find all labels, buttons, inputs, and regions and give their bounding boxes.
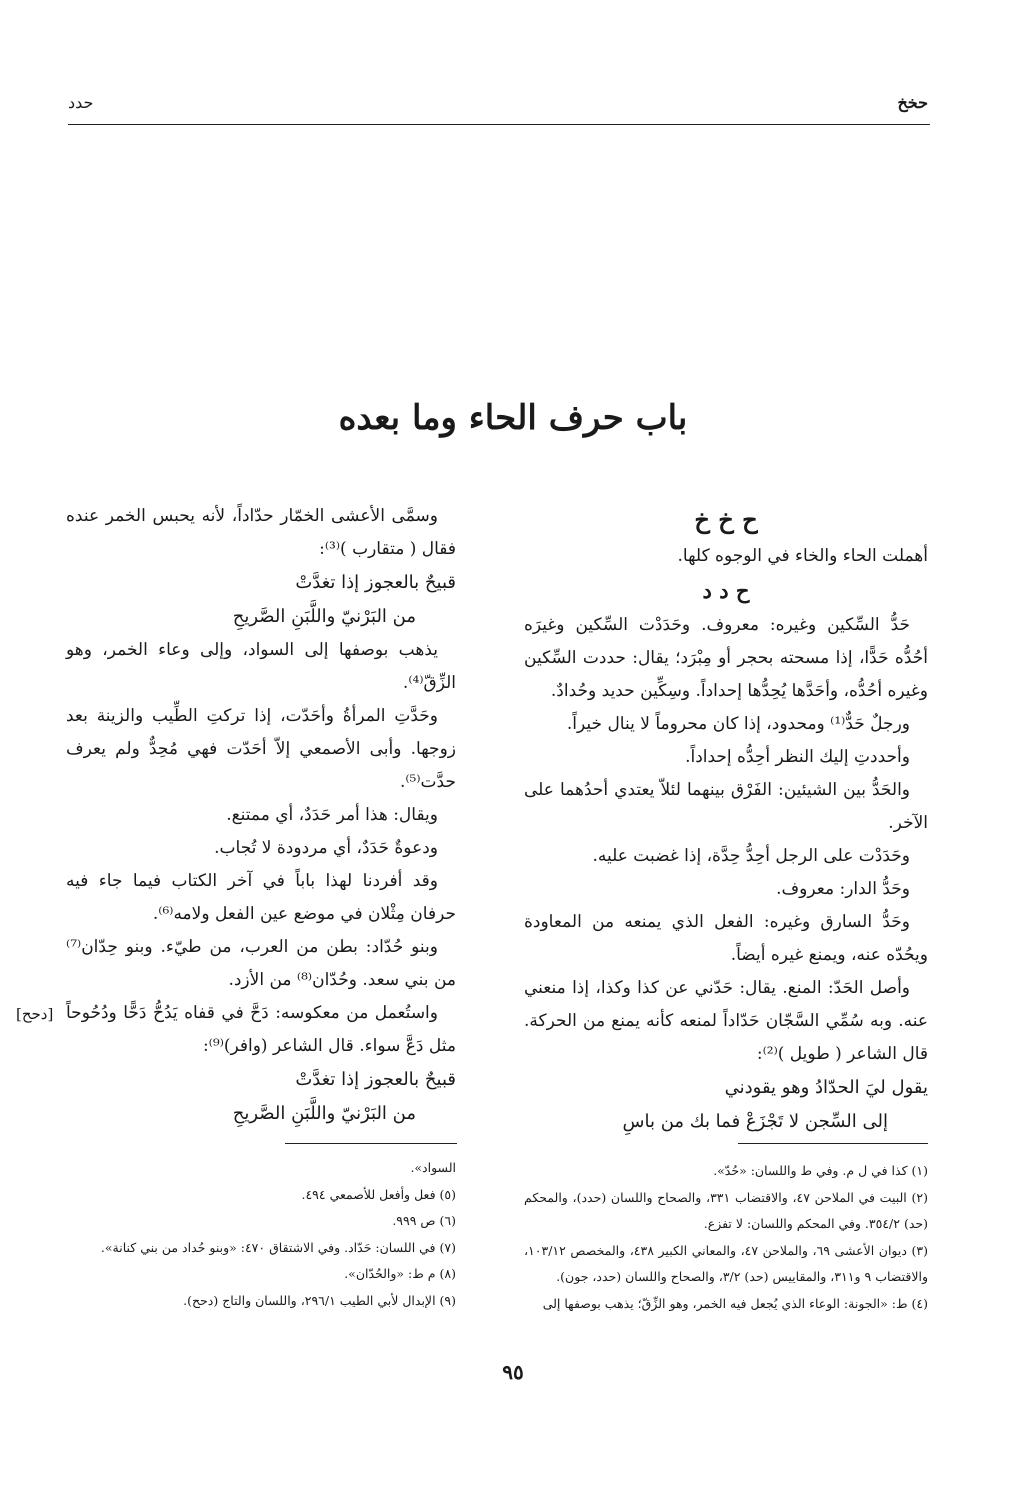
right-column (524, 500, 928, 1139)
footnotes-right (524, 1158, 928, 1317)
paragraph: وحَدُّ الدار: معروف. (776, 879, 910, 899)
paragraph: وسمَّى الأعشى الخمّار حدّاداً، لأنه يحبس الخمر عنده فقال ( متقارب )⁽³⁾: (66, 506, 456, 559)
paragraph: وحَدَدْت على الرجل أحِدُّ حِدَّة، إذا غضبت عليه. (592, 846, 910, 866)
paragraph: وأحددتِ إليك النظر أحِدُّه إحداداً. (685, 747, 910, 767)
paragraph: ويقال: هذا أمر حَدَدٌ، أي ممتنع. (226, 805, 438, 825)
paragraph: ورجلٌ حَدٌّ⁽¹⁾ ومحدود، إذا كان محروماً لا ينال خيراً. (566, 714, 910, 734)
paragraph: واستُعمل من معكوسه: دَحَّ في قفاه يَدُحُّ دَحًّا ودُحُوحاً مثل دَعَّ سواء. قال الشاعر (وافر)⁽⁹⁾: (66, 1003, 456, 1056)
paragraph: أهملت الحاء والخاء في الوجوه كلها. (677, 546, 928, 566)
verse-line: من البَرْنيّ واللَّبَنِ الصَّريحِ (232, 1103, 416, 1124)
margin-root-note: [دحح] (16, 1005, 54, 1023)
footnote: (٩) الإبدال لأبي الطيب ٢٩٦/١، واللسان والتاج (دحح). (183, 1292, 456, 1308)
paragraph: وحَدُّ السارق وغيره: الفعل الذي يمنعه من المعاودة ويحُدّه عنه، ويمنع غيره أيضاً. (524, 912, 928, 965)
paragraph: والحَدُّ بين الشيئين: الفَرْق بينهما لئلاّ يعتدي أحدُهما على الآخر. (524, 780, 928, 833)
header-rule (68, 124, 930, 125)
paragraph: ودعوةٌ حَدَدٌ، أي مردودة لا تُجاب. (214, 838, 438, 858)
footnote: (٣) ديوان الأعشى ٦٩، والملاحن ٤٧، والمعاني الكبير ٤٣٨، والمخصص ١٠٣/١٢، والاقتضاب ٩ و٣١١، والمقاييس (حد) ٣/٢، والصحاح واللسان (حدد، جون). (524, 1242, 928, 1284)
root-heading-hdd: ح د د (702, 578, 750, 603)
footnote: (٥) فعل وأفعل للأصمعي ٤٩٤. (301, 1186, 456, 1202)
paragraph: وحَدَّتِ المرأةُ وأحَدّت، إذا تركتِ الطِّيب والزينة بعد زوجها. وأبى الأصمعي إلاّ أحَدّت فهي مُحِدٌّ ولم يعرف حدَّت⁽⁵⁾. (66, 706, 456, 792)
verse-line: يقول ليَ الحدّادُ وهو يقودني (724, 1077, 928, 1098)
paragraph: يذهب بوصفها إلى السواد، وإلى وعاء الخمر، وهو الزِّقّ⁽⁴⁾. (66, 640, 456, 693)
footnote: (٢) البيت في الملاحن ٤٧، والاقتضاب ٣٣١، والصحاح واللسان (حدد)، والمحكم (حد) ٣٥٤/٢. وفي المحكم واللسان: لا تفزع. (524, 1189, 928, 1231)
footnote-rule-left (285, 1143, 457, 1144)
chapter-title: باب حرف الحاء وما بعده (338, 398, 688, 438)
verse-line: قبيحٌ بالعجوز إذا تغدَّتْ (295, 1069, 456, 1090)
paragraph: وبنو حُدّاد: بطن من العرب، من طيّء. وبنو حِدّان⁽⁷⁾ من بني سعد. وحُدّان⁽⁸⁾ من الأزد. (66, 937, 456, 990)
root-heading-hkhkh: ح خ خ (694, 505, 758, 534)
footnote: (٨) م ط: «والحُدّان». (344, 1266, 456, 1281)
footnote: (٦) ص ٩٩٩. (392, 1213, 456, 1228)
verse-line: قبيحٌ بالعجوز إذا تغدَّتْ (295, 572, 456, 593)
paragraph: وقد أفردنا لهذا باباً في آخر الكتاب فيما جاء فيه حرفان مِثْلان في موضع عين الفعل ولامه⁽⁶⁾. (66, 871, 456, 924)
footnote: (٧) في اللسان: حَدّاد. وفي الاشتقاق ٤٧٠: «وبنو حُداد من بني كنانة». (100, 1239, 456, 1255)
running-header-left: حدد (68, 93, 94, 112)
paragraph: وأصل الحَدّ: المنع. يقال: حَدّني عن كذا وكذا، إذا منعني عنه. وبه سُمِّي السَّجّان حَدّاداً لمنعه كأنه يمنع من الحركة. قال الشاعر ( طويل )⁽²⁾: (524, 978, 928, 1064)
verse-line: من البَرْنيّ واللَّبَنِ الصَّريحِ (232, 606, 416, 627)
left-column (66, 500, 456, 1131)
footnote: (١) كذا في ل م. وفي ط واللسان: «حُدّ». (713, 1163, 928, 1178)
paragraph: حَدُّ السِّكين وغيره: معروف. وحَدَدْت السِّكين وغيرَه أحُدُّه حَدًّا، إذا مسحته بحجر أو مِبْرَد؛ يقال: حددت السِّكين وغيره أحُدُّه، وأحَدَّها يُحِدُّها إحداداً. وسِكِّين حديد وحُدادٌ. (524, 615, 928, 701)
verse-line: إلى السِّجن لا تَجْزَعْ فما بك من باسِ (622, 1111, 888, 1132)
running-header-right: حخخ (897, 93, 928, 112)
footnotes-left (66, 1155, 456, 1314)
footnote-rule-right (738, 1143, 928, 1144)
page-number: ٩٥ (502, 1360, 524, 1384)
footnote: (٤) ط: «الجونة: الوعاء الذي يُجعل فيه الخمر، وهو الزِّقّ؛ يذهب بوصفها إلى (542, 1295, 928, 1311)
footnote: السواد». (410, 1160, 456, 1175)
